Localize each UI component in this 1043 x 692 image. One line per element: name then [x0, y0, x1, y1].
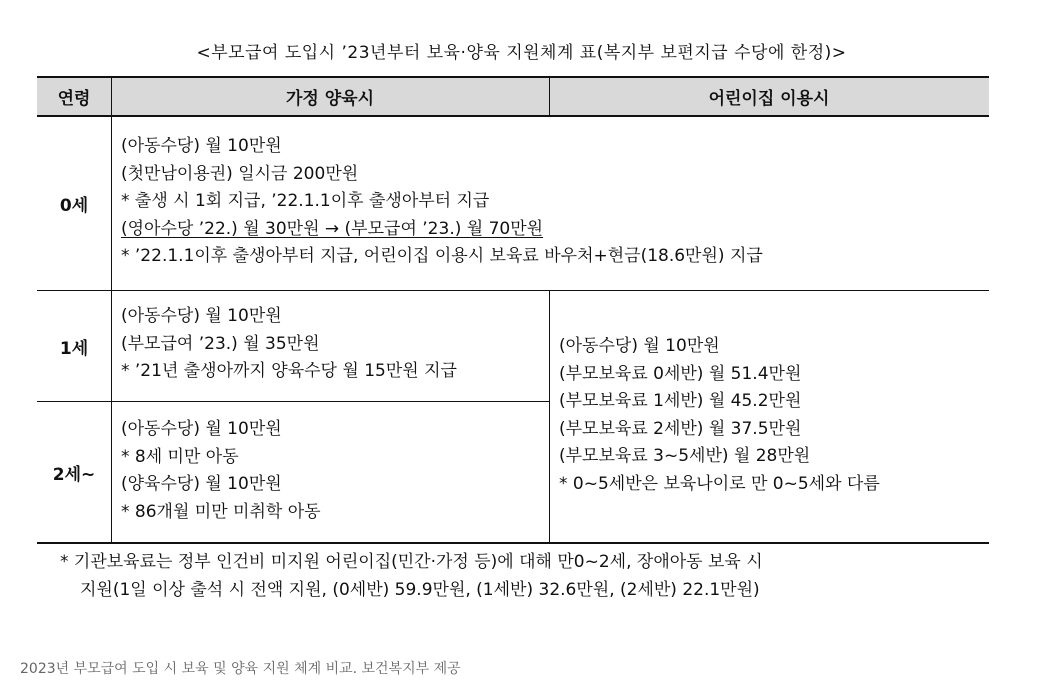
- daycare-line: (부모보육료 2세반) 월 37.5만원: [559, 418, 802, 439]
- daycare-line: (부모보육료 1세반) 월 45.2만원: [559, 391, 802, 411]
- header-bottom-border: [37, 115, 989, 117]
- header-daycare-label: 어린이집 이용시: [708, 88, 830, 109]
- table-bottom-border: [37, 542, 989, 544]
- footnote: [60, 548, 763, 604]
- header-age-label: 연령: [57, 88, 91, 109]
- age-2-label: 2세~: [52, 464, 96, 485]
- table-title: <부모급여 도입시 ’23년부터 보육·양육 지원체계 표(복지부 보편지급 수당에 한정)>: [196, 43, 847, 63]
- footnote-line: 지원(1일 이상 출석 시 전액 지원, (0세반) 59.9만원, (1세반) 32.6만원, (2세반) 22.1만원): [80, 580, 760, 600]
- daycare-content: [559, 333, 880, 498]
- support-table: [37, 76, 989, 544]
- table-top-border: [37, 76, 989, 78]
- age-1-line: (부모급여 ’23.) 월 35만원: [121, 333, 320, 354]
- age-1-cell: [37, 291, 111, 401]
- header-home: [111, 76, 549, 116]
- age-1-line: (아동수당) 월 10만원: [121, 306, 282, 326]
- age-2-cell: [37, 402, 111, 542]
- header-daycare: [549, 76, 989, 116]
- age-2-line: * 86개월 미만 미취학 아동: [121, 501, 321, 522]
- age-0-line: * ’22.1.1이후 출생아부터 지급, 어린이집 이용시 보육료 바우처+현금(18.6만원) 지급: [121, 246, 763, 266]
- age-1-home-content: [121, 303, 457, 386]
- row0-bottom-border: [37, 290, 989, 291]
- age-2-home-content: [121, 416, 321, 526]
- age-0-line-underlined: (영아수당 ’22.) 월 30만원 → (부모급여 ’23.) 월 70만원: [121, 218, 544, 239]
- daycare-line: (부모보육료 0세반) 월 51.4만원: [559, 363, 802, 384]
- footnote-line: * 기관보육료는 정부 인건비 미지원 어린이집(민간·가정 등)에 대해 만0~2세, 장애아동 보육 시: [60, 552, 763, 572]
- image-caption: 2023년 부모급여 도입 시 보육 및 양육 지원 체계 비교. 보건복지부 제공: [20, 661, 461, 677]
- daycare-line: (부모보육료 3~5세반) 월 28만원: [559, 446, 811, 466]
- daycare-line: (아동수당) 월 10만원: [559, 336, 720, 356]
- age-2-line: * 8세 미만 아동: [121, 446, 239, 467]
- age-1-line: * ’21년 출생아까지 양육수당 월 15만원 지급: [121, 361, 457, 381]
- header-divider: [549, 76, 550, 117]
- header-home-label: 가정 양육시: [285, 88, 375, 109]
- age-0-line: (아동수당) 월 10만원: [121, 136, 282, 156]
- daycare-line: * 0~5세반은 보육나이로 만 0~5세와 다름: [559, 473, 880, 494]
- age-1-label: 1세: [59, 338, 89, 359]
- row1-bottom-border: [37, 401, 549, 402]
- age-0-line: * 출생 시 1회 지급, ’22.1.1이후 출생아부터 지급: [121, 191, 490, 211]
- age-0-cell: [37, 117, 111, 290]
- age-2-line: (양육수당) 월 10만원: [121, 474, 282, 494]
- age-2-line: (아동수당) 월 10만원: [121, 419, 282, 439]
- age-0-line: (첫만남이용권) 일시금 200만원: [121, 163, 359, 184]
- daycare-column-divider: [549, 290, 550, 544]
- age-0-label: 0세: [59, 196, 89, 216]
- age-0-content: [121, 133, 763, 271]
- header-age: [37, 76, 111, 116]
- age-column-divider: [111, 76, 112, 544]
